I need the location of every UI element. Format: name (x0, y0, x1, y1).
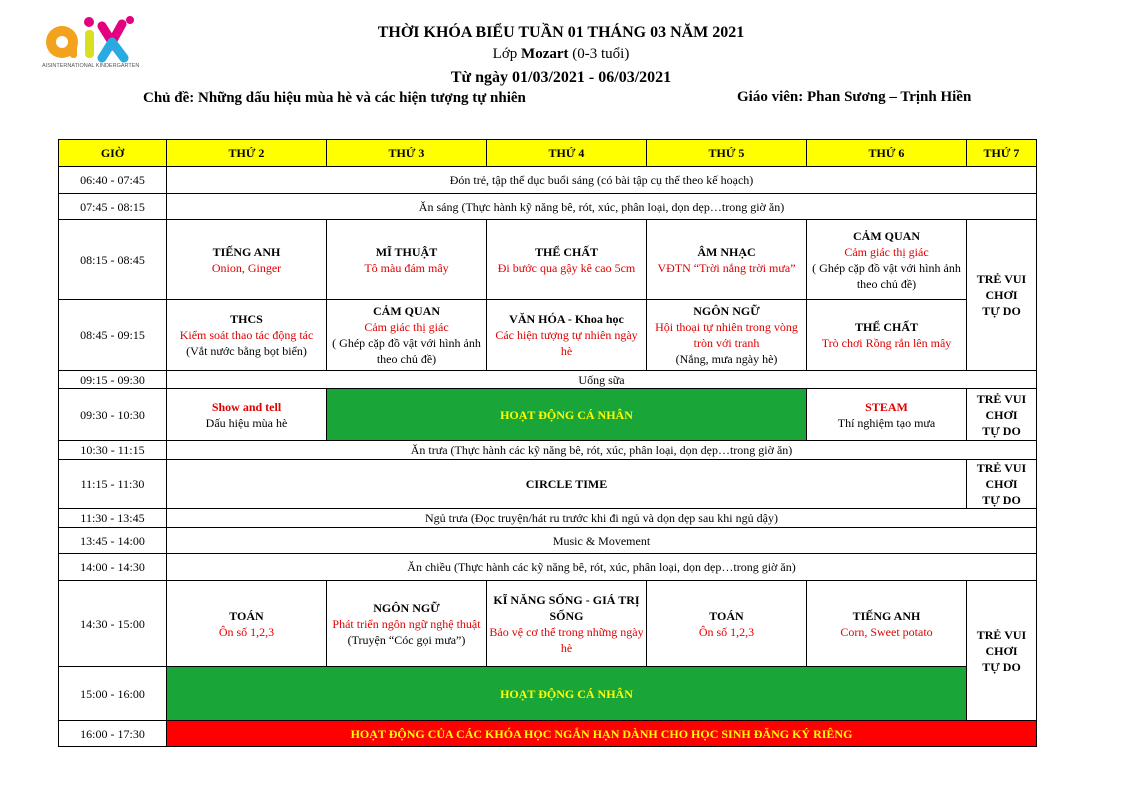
time-cell: 06:40 - 07:45 (59, 167, 167, 194)
individual-activity-cell: HOẠT ĐỘNG CÁ NHÂN (327, 389, 807, 441)
time-cell: 11:30 - 13:45 (59, 509, 167, 528)
activity-cell: Ăn sáng (Thực hành kỹ năng bê, rót, xúc, phân loại, dọn dẹp…trong giờ ăn) (167, 194, 1037, 220)
table-row (59, 300, 1037, 371)
table-row (59, 220, 1037, 300)
lesson-cell (487, 581, 647, 667)
col-sat: THỨ 7 (967, 140, 1037, 167)
lesson-desc: VĐTN “Trời nắng trời mưa” (657, 260, 796, 275)
logo-text: AISINTERNATIONAL KINDERGARTEN (42, 63, 140, 69)
lesson-desc: Hội thoại tự nhiên trong vòng tròn với tranh (655, 320, 798, 350)
lesson-desc: Đi bước qua gậy kê cao 5cm (497, 260, 636, 275)
activity-cell: Ăn chiều (Thực hành các kỹ năng bê, rót, xúc, phân loại, dọn dẹp…trong giờ ăn) (167, 554, 1037, 581)
lesson-title: NGÔN NGỮ (693, 304, 760, 318)
lesson-desc: Ôn số 1,2,3 (218, 624, 275, 639)
class-age: (0-3 tuổi) (568, 46, 630, 62)
table-row (59, 389, 1037, 441)
short-course-cell: HOẠT ĐỘNG CỦA CÁC KHÓA HỌC NGẮN HẠN DÀNH CHO HỌC SINH ĐĂNG KÝ RIÊNG (167, 721, 1037, 747)
activity-cell: Ngủ trưa (Đọc truyện/hát ru trước khi đi ngủ và dọn dẹp sau khi ngủ dậy) (167, 509, 1037, 528)
lesson-cell (807, 300, 967, 371)
lesson-desc: Thí nghiệm tạo mưa (837, 415, 936, 430)
lesson-title: NGÔN NGỮ (373, 600, 440, 615)
table-row (59, 194, 1037, 220)
lesson-cell (487, 300, 647, 371)
topic: Chủ đề: Những dấu hiệu mùa hè và các hiện tượng tự nhiên (143, 90, 526, 106)
time-cell: 09:15 - 09:30 (59, 371, 167, 389)
col-time: GIỜ (59, 140, 167, 167)
col-wed: THỨ 4 (487, 140, 647, 167)
free-play-cell: TRẺ VUI CHƠI TỰ DO (967, 581, 1037, 721)
lesson-title: ÂM NHẠC (697, 244, 756, 259)
table-row (59, 528, 1037, 554)
lesson-desc: Cảm giác thị giác (844, 244, 929, 259)
table-row (59, 667, 1037, 721)
col-fri: THỨ 6 (807, 140, 967, 167)
col-tue: THỨ 3 (327, 140, 487, 167)
lesson-cell (807, 389, 967, 441)
class-prefix: Lớp (492, 46, 522, 62)
lesson-title: TIẾNG ANH (212, 244, 281, 259)
lesson-note: (Truyện “Cóc gọi mưa”) (347, 632, 466, 647)
schedule-table (58, 139, 1037, 747)
table-row (59, 509, 1037, 528)
lesson-desc: Tô màu đám mây (364, 260, 449, 275)
col-mon: THỨ 2 (167, 140, 327, 167)
time-cell: 15:00 - 16:00 (59, 667, 167, 721)
table-row (59, 167, 1037, 194)
lesson-title: THỂ CHẤT (854, 320, 918, 334)
time-cell: 11:15 - 11:30 (59, 460, 167, 509)
lesson-cell (647, 581, 807, 667)
lesson-cell (807, 220, 967, 300)
header-row (59, 140, 1037, 167)
circle-time-cell: CIRCLE TIME (167, 460, 967, 509)
lesson-title: STEAM (865, 399, 908, 414)
lesson-desc: Ôn số 1,2,3 (698, 624, 755, 639)
lesson-note: (Nắng, mưa ngày hè) (675, 352, 778, 366)
class-name (0, 46, 1122, 63)
activity-cell: Uống sữa (167, 371, 1037, 389)
col-thu: THỨ 5 (647, 140, 807, 167)
lesson-cell (487, 220, 647, 300)
activity-cell: Music & Movement (167, 528, 1037, 554)
activity-cell: Đón trẻ, tập thể dục buổi sáng (có bài tập cụ thể theo kế hoạch) (167, 167, 1037, 194)
lesson-title: Show and tell (211, 399, 282, 414)
time-cell: 10:30 - 11:15 (59, 441, 167, 460)
lesson-title: THỂ CHẤT (534, 244, 598, 259)
table-row (59, 371, 1037, 389)
class-name-value: Mozart (521, 46, 569, 62)
lesson-desc: Kiểm soát thao tác động tác (179, 328, 314, 342)
lesson-cell (167, 220, 327, 300)
time-cell: 16:00 - 17:30 (59, 721, 167, 747)
individual-activity-cell: HOẠT ĐỘNG CÁ NHÂN (167, 667, 967, 721)
lesson-title: KĨ NĂNG SỐNG - GIÁ TRỊ SỐNG (493, 592, 640, 623)
time-cell: 09:30 - 10:30 (59, 389, 167, 441)
free-play-cell: TRẺ VUI CHƠI TỰ DO (967, 460, 1037, 509)
table-row (59, 460, 1037, 509)
page-title: THỜI KHÓA BIỂU TUẦN 01 THÁNG 03 NĂM 2021 (377, 24, 745, 41)
lesson-title: THCS (230, 312, 263, 326)
lesson-title: MĨ THUẬT (375, 244, 438, 259)
lesson-desc: Cảm giác thị giác (364, 320, 449, 334)
lesson-title: CẢM QUAN (373, 304, 440, 318)
lesson-cell (167, 389, 327, 441)
lesson-cell (647, 220, 807, 300)
lesson-title: VĂN HÓA - Khoa học (509, 312, 624, 326)
table-row (59, 721, 1037, 747)
lesson-cell (167, 300, 327, 371)
free-play-cell: TRẺ VUI CHƠI TỰ DO (967, 389, 1037, 441)
date-range: Từ ngày 01/03/2021 - 06/03/2021 (450, 69, 672, 86)
activity-cell: Ăn trưa (Thực hành các kỹ năng bê, rót, xúc, phân loại, dọn dẹp…trong giờ ăn) (167, 441, 1037, 460)
lesson-cell (327, 300, 487, 371)
lesson-title: TIẾNG ANH (852, 608, 921, 623)
lesson-cell (167, 581, 327, 667)
lesson-cell (327, 220, 487, 300)
lesson-title: CẢM QUAN (853, 228, 920, 243)
time-cell: 14:00 - 14:30 (59, 554, 167, 581)
lesson-desc: Trò chơi Rồng rắn lên mây (821, 336, 952, 350)
table-row (59, 441, 1037, 460)
lesson-title: TOÁN (229, 608, 264, 623)
lesson-desc: Corn, Sweet potato (840, 624, 933, 639)
lesson-note: ( Ghép cặp đồ vật với hình ảnh theo chủ đề) (332, 336, 481, 366)
table-row (59, 581, 1037, 667)
time-cell: 08:15 - 08:45 (59, 220, 167, 300)
lesson-note: (Vắt nước bằng bọt biển) (186, 344, 307, 358)
lesson-cell (807, 581, 967, 667)
time-cell: 07:45 - 08:15 (59, 194, 167, 220)
lesson-cell (327, 581, 487, 667)
teacher: Giáo viên: Phan Sương – Trịnh Hiền (737, 89, 972, 105)
lesson-desc: Dấu hiệu mùa hè (205, 415, 288, 430)
lesson-desc: Bảo vệ cơ thể trong những ngày hè (489, 624, 644, 655)
time-cell: 13:45 - 14:00 (59, 528, 167, 554)
time-cell: 08:45 - 09:15 (59, 300, 167, 371)
lesson-desc: Các hiện tượng tự nhiên ngày hè (495, 328, 638, 358)
lesson-note: ( Ghép cặp đồ vật với hình ảnh theo chủ đề) (812, 260, 961, 291)
lesson-desc: Phát triển ngôn ngữ nghệ thuật (332, 616, 481, 631)
time-cell: 14:30 - 15:00 (59, 581, 167, 667)
lesson-cell (647, 300, 807, 371)
lesson-desc: Onion, Ginger (211, 260, 282, 275)
lesson-title: TOÁN (709, 608, 744, 623)
table-row (59, 554, 1037, 581)
free-play-cell: TRẺ VUI CHƠI TỰ DO (967, 220, 1037, 371)
